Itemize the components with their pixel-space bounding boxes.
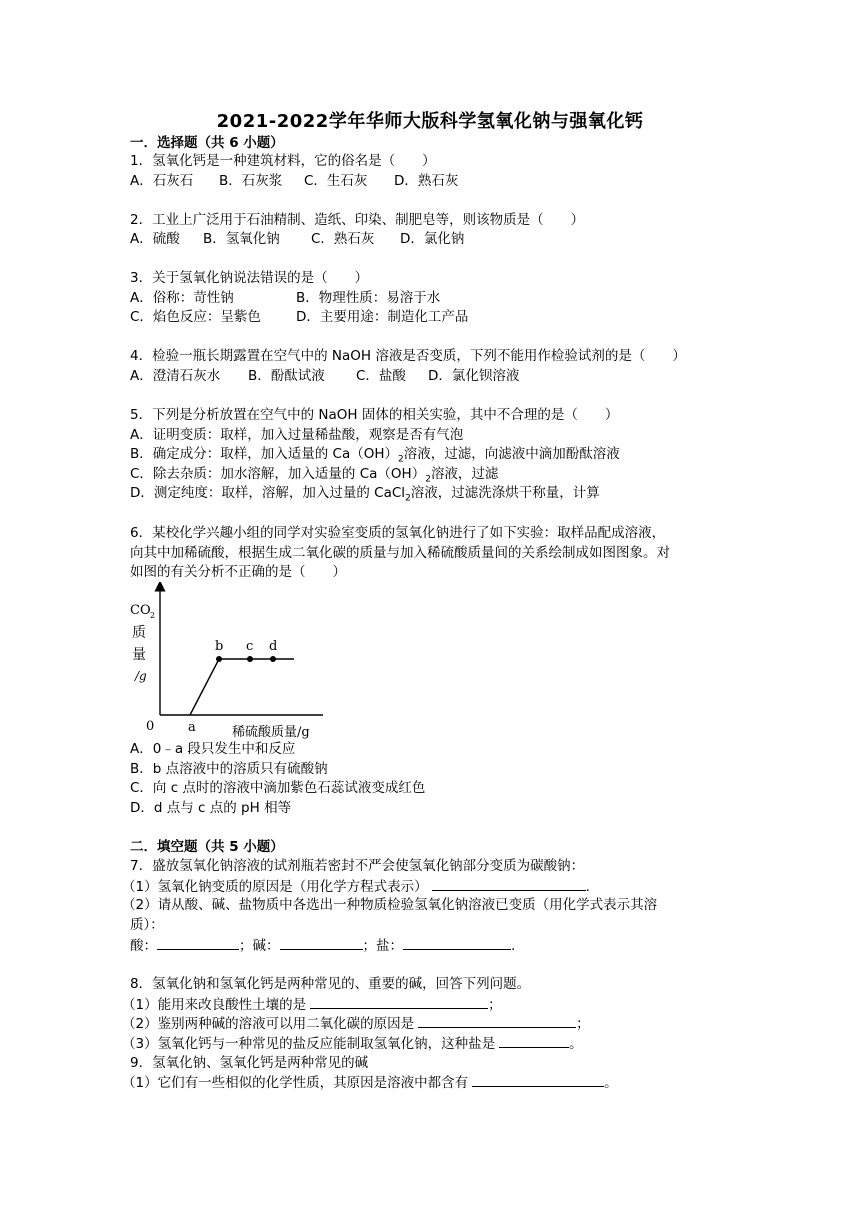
q4-option-c: C．盐酸	[356, 368, 406, 384]
question-2-stem: 2．工业上广泛用于石油精制、造纸、印染、制肥皂等，则该物质是（ ）	[130, 212, 585, 228]
question-6-stem-line2: 向其中加稀硫酸，根据生成二氧化碳的质量与加入稀硫酸质量间的关系绘制成如图图象。对	[130, 545, 670, 561]
section-heading-fill: 二．填空题（共 5 小题）	[130, 839, 284, 855]
q1-option-c: C．生石灰	[304, 173, 368, 189]
question-3-options-row1	[130, 289, 440, 307]
q9-answer-blank-1[interactable]	[472, 1073, 604, 1087]
q4-option-b: B．酚酞试液	[248, 368, 325, 384]
section-heading-choice: 一．选择题（共 6 小题）	[130, 135, 284, 151]
point-b-label: b	[215, 639, 224, 654]
question-6-stem-line3: 如图的有关分析不正确的是（ ）	[130, 564, 346, 580]
y-axis-label-co: CO	[130, 603, 151, 618]
q4-option-d: D．氯化钡溶液	[428, 368, 520, 384]
y-axis-label-liang: 量	[132, 647, 146, 663]
question-1-options	[130, 172, 458, 190]
question-4-stem: 4．检验一瓶长期露置在空气中的 NaOH 溶液是否变质，下列不能用作检验试剂的是（ ）	[130, 348, 686, 364]
x-axis-label: 稀硫酸质量/g	[232, 725, 310, 740]
q6-option-b: B．b 点溶液中的溶质只有硫酸钠	[130, 761, 328, 777]
q8-part-3: （3）氢氧化钙与一种常见的盐反应能制取氢氧化钠，这种盐是 。	[122, 1036, 583, 1052]
q1-option-d: D．熟石灰	[394, 173, 459, 189]
q8-part-2: （2）鉴别两种碱的溶液可以用二氧化碳的原因是 ；	[122, 1016, 590, 1032]
q1-option-a: A．石灰石	[130, 173, 194, 189]
q3-option-c: C．焰色反应：呈紫色	[130, 309, 261, 325]
curve-line	[190, 659, 294, 715]
y-axis-label-zhi: 质	[132, 625, 146, 641]
question-2-options	[130, 230, 464, 248]
q5-option-d: D．测定纯度：取样，溶解，加入过量的 CaCl$_2$溶液，过滤洗涤烘干称量，计算	[130, 485, 600, 504]
point-d-dot	[270, 656, 276, 662]
q8-answer-blank-2[interactable]	[418, 1014, 576, 1028]
question-3-options-row2	[130, 308, 468, 326]
q3-option-b: B．物理性质：易溶于水	[296, 290, 441, 306]
q8-part-1: （1）能用来改良酸性土壤的是 ；	[122, 997, 502, 1013]
question-8-stem: 8．氢氧化钠和氢氧化钙是两种常见的、重要的碱，回答下列问题。	[130, 976, 531, 992]
question-3-stem: 3．关于氢氧化钠说法错误的是（ ）	[130, 270, 369, 286]
question-7-stem: 7．盛放氢氧化钠溶液的试剂瓶若密封不严会使氢氧化钠部分变质为碳酸钠：	[130, 858, 585, 874]
q5-option-b: B．确定成分：取样，加入适量的 $Ca(OH)_2$溶液，过滤，向滤液中滴加酚酞溶液	[130, 446, 620, 465]
q8-answer-blank-3[interactable]	[499, 1034, 569, 1048]
point-d-label: d	[269, 639, 278, 654]
point-c-dot	[247, 656, 253, 662]
y-axis-label-sub: 2	[150, 611, 156, 620]
q7-acid-blank[interactable]	[157, 936, 239, 950]
co2-mass-graph	[128, 582, 328, 742]
question-6-stem-line1: 6．某校化学兴趣小组的同学对实验室变质的氢氧化钠进行了如下实验：取样品配成溶液，	[130, 525, 666, 541]
q5-option-c: C．除去杂质：加水溶解，加入适量的 $Ca(OH)_2$溶液，过滤	[130, 466, 499, 485]
q1-option-b: B．石灰浆	[219, 173, 283, 189]
page-title: 2021-2022学年华师大版科学氢氧化钠与强氧化钙	[216, 111, 644, 132]
q5-option-a: A．证明变质：取样，加入过量稀盐酸，观察是否有气泡	[130, 427, 464, 443]
question-9-stem: 9．氢氧化钠、氢氧化钙是两种常见的碱	[130, 1055, 369, 1071]
q9-part-1: （1）它们有一些相似的化学性质，其原因是溶液中都含有 。	[122, 1075, 618, 1091]
question-5-stem: 5．下列是分析放置在空气中的 NaOH 固体的相关实验，其中不合理的是（ ）	[130, 407, 619, 423]
q7-answer-blank-1[interactable]	[432, 877, 586, 891]
q2-option-a: A．硫酸	[130, 231, 180, 247]
question-1-stem: 1．氢氧化钙是一种建筑材料，它的俗名是（ ）	[130, 153, 436, 169]
point-b-dot	[216, 656, 222, 662]
q3-option-d: D．主要用途：制造化工产品	[296, 309, 469, 325]
q6-option-d: D．d 点与 c 点的 pH 相等	[130, 800, 292, 816]
q7-part-2-line2: 质）：	[130, 917, 164, 933]
q2-option-d: D．氯化钠	[400, 231, 465, 247]
q7-part-1: （1）氢氧化钠变质的原因是（用化学方程式表示） .	[122, 879, 590, 895]
q7-part-2-answers: 酸： ；碱： ；盐： .	[130, 938, 516, 954]
q3-option-a: A．俗称：苛性钠	[130, 290, 234, 306]
point-c-label: c	[246, 639, 254, 654]
origin-label: 0	[146, 719, 155, 734]
q7-base-blank[interactable]	[280, 936, 363, 950]
question-4-options	[130, 367, 519, 385]
point-a-label: a	[188, 720, 196, 735]
q6-option-a: A．0﹣a 段只发生中和反应	[130, 741, 296, 757]
q4-option-a: A．澄清石灰水	[130, 368, 221, 384]
q7-part-2-line1: （2）请从酸、碱、盐物质中各选出一种物质检验氢氧化钠溶液已变质（用化学式表示其溶	[122, 897, 658, 913]
q2-option-b: B．氢氧化钠	[203, 231, 280, 247]
q6-option-c: C．向 c 点时的溶液中滴加紫色石蕊试液变成红色	[130, 780, 426, 796]
y-axis-label-unit: /g	[135, 669, 147, 683]
q8-answer-blank-1[interactable]	[310, 995, 488, 1009]
q7-salt-blank[interactable]	[403, 936, 511, 950]
q2-option-c: C．熟石灰	[311, 231, 375, 247]
